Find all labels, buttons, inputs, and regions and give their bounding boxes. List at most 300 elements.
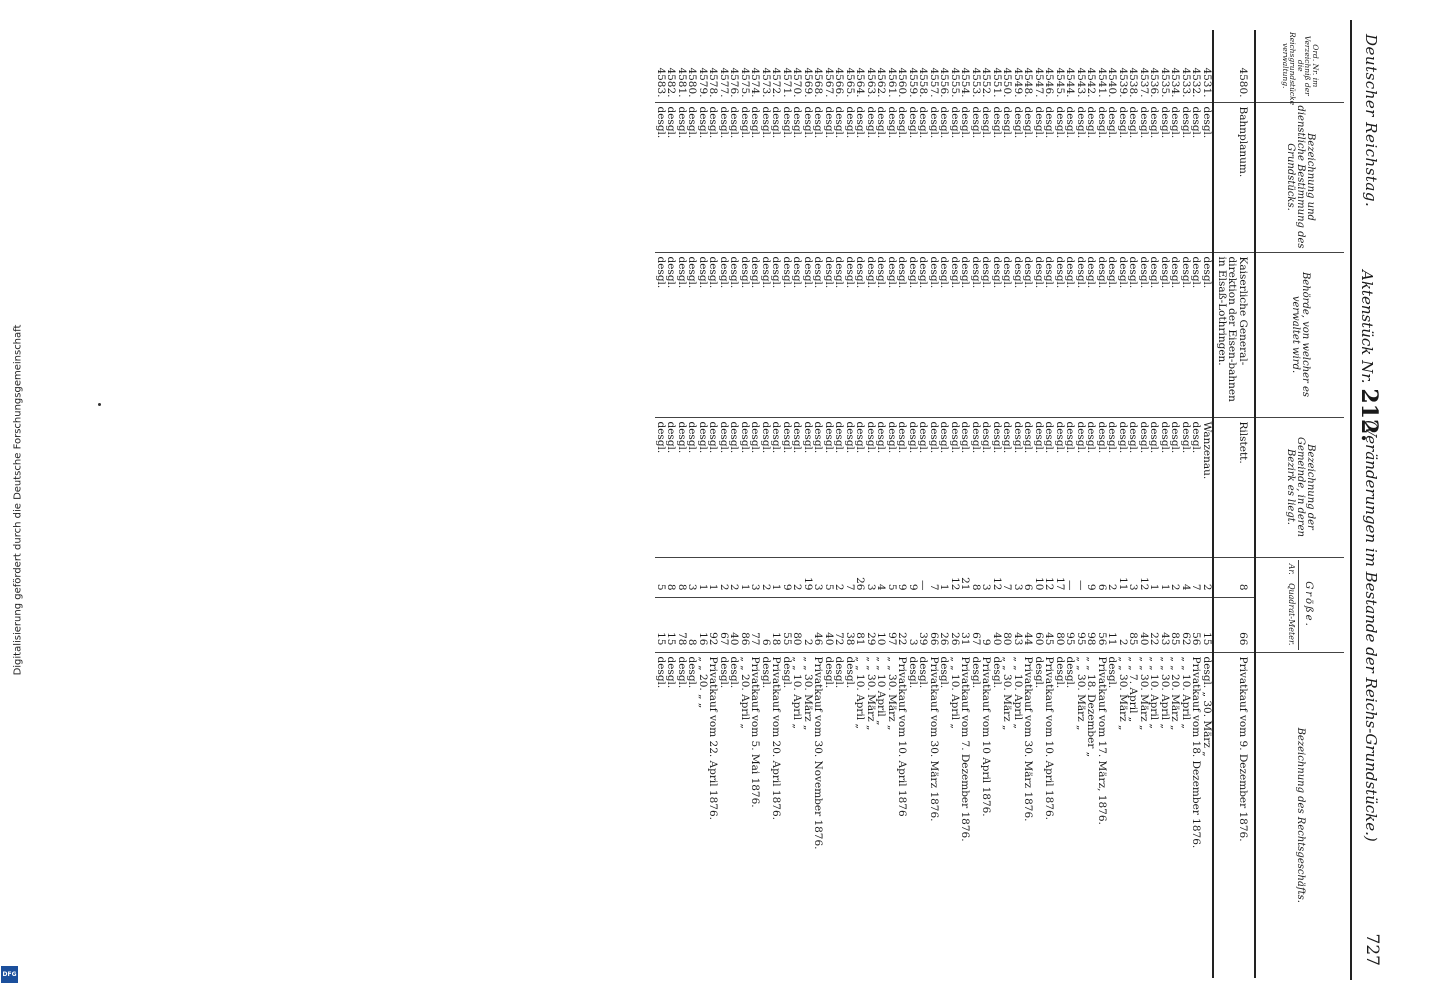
cell-ord-nr: 4574. xyxy=(749,67,762,98)
cell-gemeinde: desgl. xyxy=(960,417,971,557)
cell-ord-nr: 4577. xyxy=(718,67,730,98)
cell-ord-nr: 4543. xyxy=(1075,67,1087,98)
cell-behoerde: desgl. xyxy=(719,252,730,417)
cell-bezeichnung: desgl. xyxy=(677,102,688,252)
cell-quadratmeter: 60 xyxy=(1034,597,1045,652)
cell-ar: 12 xyxy=(1139,557,1150,597)
cell-behoerde: desgl. xyxy=(803,252,814,417)
cell-bezeichnung: desgl. xyxy=(1013,102,1024,252)
cell-quadratmeter: 72 xyxy=(834,597,845,652)
table-row xyxy=(855,30,866,978)
cell-ar: 3 xyxy=(750,557,761,597)
cell-bezeichnung: desgl. xyxy=(750,102,761,252)
cell-ord-nr: 4553. xyxy=(970,67,982,98)
cell-rechtsgeschaeft: desgl. xyxy=(834,652,845,978)
cell-gemeinde: desgl. xyxy=(1118,417,1129,557)
cell-bezeichnung: desgl. xyxy=(834,102,845,252)
cell-behoerde: desgl. xyxy=(887,252,898,417)
table-row xyxy=(1044,30,1055,978)
cell-ord-nr: 4549. xyxy=(1012,67,1024,98)
table-row xyxy=(1076,30,1087,978)
cell-quadratmeter: 78 xyxy=(677,597,688,652)
running-head xyxy=(1350,20,1386,980)
cell-rechtsgeschaeft: Privatkauf vom 20. April 1876. xyxy=(771,652,782,978)
cell-ord-nr: 4546. xyxy=(1043,67,1056,98)
cell-behoerde: desgl. xyxy=(918,252,929,417)
table-row xyxy=(1160,30,1171,978)
table-row xyxy=(1107,30,1118,978)
table-row xyxy=(1128,30,1139,978)
cell-rechtsgeschaeft: Privatkauf vom 5. Mai 1876. xyxy=(750,652,761,978)
cell-rechtsgeschaeft: „ „ 20. „ „ xyxy=(698,652,709,978)
cell-ar: 1 xyxy=(1160,557,1171,597)
cell-quadratmeter: 67 xyxy=(719,597,730,652)
cell-ar: 2 xyxy=(729,557,740,597)
cell-rechtsgeschaeft: „ „ 30. März „ xyxy=(1118,652,1129,978)
cell-gemeinde: desgl. xyxy=(687,417,698,557)
cell-ar: 4 xyxy=(1181,557,1192,597)
cell-ar: 1 xyxy=(939,557,950,597)
table-row xyxy=(1149,30,1160,978)
cell-behoerde: desgl. xyxy=(971,252,982,417)
cell-gemeinde: desgl. xyxy=(761,417,772,557)
cell-gemeinde: desgl. xyxy=(897,417,908,557)
cell-ord-nr: 4533. xyxy=(1180,67,1192,98)
cell-bezeichnung: desgl. xyxy=(1002,102,1013,252)
cell-ar: 8 xyxy=(1213,557,1255,597)
col-header-bezeichnung: Bezeichnung und dienstliche Bestimmung des Grundstücks. xyxy=(1255,102,1344,252)
cell-ord-nr: 4566. xyxy=(833,67,846,98)
table-row xyxy=(656,30,667,978)
col-header-ar: Ar. xyxy=(1287,563,1296,575)
cell-ar: 3 xyxy=(687,557,698,597)
cell-gemeinde: Rilstett. xyxy=(1213,417,1255,557)
cell-quadratmeter: 98 xyxy=(1086,597,1097,652)
cell-quadratmeter: 92 xyxy=(708,597,719,652)
table-row-first xyxy=(1213,30,1255,978)
cell-rechtsgeschaeft: desgl. xyxy=(908,652,919,978)
cell-gemeinde: desgl. xyxy=(908,417,919,557)
cell-bezeichnung: desgl. xyxy=(855,102,866,252)
cell-rechtsgeschaeft: desgl. xyxy=(1055,652,1066,978)
cell-bezeichnung: desgl. xyxy=(729,102,740,252)
cell-quadratmeter: 86 xyxy=(740,597,751,652)
cell-rechtsgeschaeft: „ „ 30. März „ xyxy=(1139,652,1150,978)
cell-ar: 2 xyxy=(1202,557,1214,597)
cell-ord-nr: 4578. xyxy=(707,67,720,98)
cell-ord-nr: 4580. xyxy=(686,67,699,98)
cell-ord-nr: 4557. xyxy=(928,67,940,98)
cell-quadratmeter: 40 xyxy=(824,597,835,652)
table-row xyxy=(708,30,719,978)
cell-rechtsgeschaeft: desgl. xyxy=(687,652,698,978)
cell-quadratmeter: 40 xyxy=(1139,597,1150,652)
cell-rechtsgeschaeft: desgl. xyxy=(845,652,856,978)
cell-ar: 2 xyxy=(761,557,772,597)
cell-bezeichnung: desgl. xyxy=(876,102,887,252)
cell-ar: 2 xyxy=(1107,557,1118,597)
cell-rechtsgeschaeft: „ „ 30. März „ xyxy=(803,652,814,978)
cell-quadratmeter: 55 xyxy=(782,597,793,652)
cell-behoerde: desgl. xyxy=(876,252,887,417)
cell-ar: 21 xyxy=(960,557,971,597)
cell-rechtsgeschaeft: „ „ 18. Dezember „ xyxy=(1086,652,1097,978)
cell-quadratmeter: 95 xyxy=(1065,597,1076,652)
cell-gemeinde: desgl. xyxy=(1181,417,1192,557)
cell-ar: — xyxy=(1065,557,1076,597)
table-row xyxy=(1191,30,1202,978)
cell-rechtsgeschaeft: „ „ 10. April „ xyxy=(792,652,803,978)
cell-ord-nr: 4579. xyxy=(697,67,709,98)
cell-bezeichnung: desgl. xyxy=(897,102,908,252)
cell-ar: 5 xyxy=(656,557,667,597)
cell-behoerde: desgl. xyxy=(782,252,793,417)
table-row xyxy=(950,30,961,978)
cell-quadratmeter: 38 xyxy=(845,597,856,652)
cell-bezeichnung: desgl. xyxy=(1107,102,1118,252)
cell-gemeinde: desgl. xyxy=(1107,417,1118,557)
table-row xyxy=(929,30,940,978)
cell-ar: 1 xyxy=(708,557,719,597)
cell-bezeichnung: desgl. xyxy=(981,102,992,252)
cell-rechtsgeschaeft: „ „ 7. April „ xyxy=(1128,652,1139,978)
cell-bezeichnung: desgl. xyxy=(1086,102,1097,252)
cell-rechtsgeschaeft: desgl. xyxy=(918,652,929,978)
cell-gemeinde: desgl. xyxy=(1139,417,1150,557)
cell-ar: 9 xyxy=(908,557,919,597)
cell-behoerde: desgl. xyxy=(677,252,688,417)
cell-gemeinde: desgl. xyxy=(1128,417,1139,557)
cell-ord-nr: 4559. xyxy=(907,67,919,98)
table-row xyxy=(939,30,950,978)
cell-ar: 3 xyxy=(1128,557,1139,597)
table-row xyxy=(687,30,698,978)
cell-quadratmeter: 6 xyxy=(761,597,772,652)
table-row xyxy=(761,30,772,978)
cell-ar: 3 xyxy=(1013,557,1024,597)
cell-behoerde: desgl. xyxy=(855,252,866,417)
table-header-row xyxy=(1255,30,1344,978)
cell-behoerde: desgl. xyxy=(1118,252,1129,417)
cell-ord-nr: 4555. xyxy=(949,67,961,98)
cell-quadratmeter: 62 xyxy=(1181,597,1192,652)
document-number xyxy=(1356,270,1382,442)
col-header-ord-nr: Ord. Nr. im Verzeichniß der die Reichsgrundstücke verwaltung. xyxy=(1255,30,1344,102)
cell-quadratmeter: 56 xyxy=(1097,597,1108,652)
cell-rechtsgeschaeft: Privatkauf vom 10 April 1876. xyxy=(981,652,992,978)
cell-ar: 12 xyxy=(992,557,1003,597)
cell-gemeinde: Wanzenau. xyxy=(1202,417,1214,557)
cell-gemeinde: desgl. xyxy=(1055,417,1066,557)
document-number-value: 212. xyxy=(1356,388,1382,442)
cell-quadratmeter: 22 xyxy=(897,597,908,652)
cell-rechtsgeschaeft: desgl. xyxy=(992,652,1003,978)
table-row xyxy=(813,30,824,978)
cell-ar: 10 xyxy=(1034,557,1045,597)
cell-rechtsgeschaeft: desgl. xyxy=(761,652,772,978)
cell-gemeinde: desgl. xyxy=(834,417,845,557)
cell-gemeinde: desgl. xyxy=(950,417,961,557)
cell-bezeichnung: desgl. xyxy=(1202,102,1214,252)
table-row xyxy=(771,30,782,978)
cell-behoerde: desgl. xyxy=(771,252,782,417)
table-row xyxy=(740,30,751,978)
cell-rechtsgeschaeft: „ „ 20. April „ xyxy=(740,652,751,978)
col-header-rechtsgeschaeft: Bezeichnung des Rechtsgeschäfts. xyxy=(1255,652,1344,978)
cell-bezeichnung: desgl. xyxy=(929,102,940,252)
table-row xyxy=(887,30,898,978)
cell-bezeichnung: desgl. xyxy=(1181,102,1192,252)
cell-gemeinde: desgl. xyxy=(782,417,793,557)
cell-ord-nr: 4548. xyxy=(1022,67,1035,98)
cell-rechtsgeschaeft: „ „ 10. April „ xyxy=(855,652,866,978)
cell-rechtsgeschaeft: desgl. xyxy=(971,652,982,978)
cell-behoerde: desgl. xyxy=(897,252,908,417)
cell-rechtsgeschaeft: „ „ 30. April „ xyxy=(1160,652,1171,978)
cell-behoerde: desgl. xyxy=(1181,252,1192,417)
cell-behoerde: desgl. xyxy=(1055,252,1066,417)
cell-ar: 4 xyxy=(876,557,887,597)
document-number-prefix: Aktenstück Nr. xyxy=(1358,270,1376,384)
table-row xyxy=(782,30,793,978)
cell-bezeichnung: desgl. xyxy=(1170,102,1181,252)
cell-ar: 3 xyxy=(813,557,824,597)
table-row xyxy=(1065,30,1076,978)
cell-behoerde: desgl. xyxy=(656,252,667,417)
cell-behoerde: desgl. xyxy=(761,252,772,417)
cell-ar: 8 xyxy=(971,557,982,597)
cell-ar: 1 xyxy=(740,557,751,597)
table-row xyxy=(1118,30,1129,978)
cell-gemeinde: desgl. xyxy=(1002,417,1013,557)
cell-gemeinde: desgl. xyxy=(971,417,982,557)
cell-bezeichnung: desgl. xyxy=(971,102,982,252)
cell-behoerde: desgl. xyxy=(1023,252,1034,417)
cell-ar: 8 xyxy=(677,557,688,597)
cell-ar: 7 xyxy=(1191,557,1202,597)
cell-gemeinde: desgl. xyxy=(750,417,761,557)
cell-rechtsgeschaeft: „ „ 10. April „ xyxy=(1013,652,1024,978)
cell-bezeichnung: desgl. xyxy=(803,102,814,252)
cell-rechtsgeschaeft: Privatkauf vom 18. Dezember 1876. xyxy=(1191,652,1202,978)
cell-bezeichnung: desgl. xyxy=(1097,102,1108,252)
cell-behoerde: desgl. xyxy=(666,252,677,417)
cell-bezeichnung: desgl. xyxy=(719,102,730,252)
cell-quadratmeter: 80 xyxy=(1002,597,1013,652)
cell-ord-nr: 4583. xyxy=(655,67,667,98)
table-row xyxy=(1097,30,1108,978)
cell-quadratmeter: 15 xyxy=(656,597,667,652)
cell-ar: 6 xyxy=(1097,557,1108,597)
cell-quadratmeter: 31 xyxy=(960,597,971,652)
cell-ar: 1 xyxy=(1149,557,1160,597)
table-row xyxy=(876,30,887,978)
cell-bezeichnung: desgl. xyxy=(845,102,856,252)
cell-rechtsgeschaeft: desgl. xyxy=(719,652,730,978)
cell-ord-nr: 4545. xyxy=(1054,67,1066,98)
cell-gemeinde: desgl. xyxy=(1086,417,1097,557)
cell-ord-nr: 4541. xyxy=(1096,67,1108,98)
table-row xyxy=(719,30,730,978)
cell-ar: 12 xyxy=(1044,557,1055,597)
cell-ord-nr: 4552. xyxy=(980,67,993,98)
cell-bezeichnung: desgl. xyxy=(824,102,835,252)
table-row xyxy=(918,30,929,978)
cell-rechtsgeschaeft: Privatkauf vom 30. März 1876. xyxy=(1023,652,1034,978)
cell-gemeinde: desgl. xyxy=(824,417,835,557)
cell-bezeichnung: desgl. xyxy=(1055,102,1066,252)
cell-bezeichnung: desgl. xyxy=(666,102,677,252)
cell-rechtsgeschaeft: Privatkauf vom 9. Dezember 1876. xyxy=(1213,652,1255,978)
cell-quadratmeter: 15 xyxy=(1202,597,1214,652)
cell-gemeinde: desgl. xyxy=(981,417,992,557)
cell-behoerde: desgl. xyxy=(1044,252,1055,417)
cell-quadratmeter: 80 xyxy=(1055,597,1066,652)
cell-gemeinde: desgl. xyxy=(729,417,740,557)
cell-rechtsgeschaeft: desgl. xyxy=(1107,652,1118,978)
cell-behoerde: desgl. xyxy=(939,252,950,417)
cell-ord-nr: 4567. xyxy=(823,67,835,98)
cell-bezeichnung: desgl. xyxy=(960,102,971,252)
cell-bezeichnung: desgl. xyxy=(1076,102,1087,252)
cell-rechtsgeschaeft: desgl. xyxy=(656,652,667,978)
cell-bezeichnung: desgl. xyxy=(1118,102,1129,252)
cell-ar: 19 xyxy=(803,557,814,597)
cell-rechtsgeschaeft: Privatkauf vom 30. November 1876. xyxy=(813,652,824,978)
cell-behoerde: desgl. xyxy=(813,252,824,417)
cell-bezeichnung: desgl. xyxy=(687,102,698,252)
cell-bezeichnung: desgl. xyxy=(1160,102,1171,252)
cell-quadratmeter: 26 xyxy=(939,597,950,652)
cell-ord-nr: 4568. xyxy=(812,67,825,98)
cell-ord-nr: 4563. xyxy=(865,67,877,98)
cell-bezeichnung: desgl. xyxy=(761,102,772,252)
cell-rechtsgeschaeft: desgl. xyxy=(824,652,835,978)
cell-behoerde: desgl. xyxy=(1202,252,1214,417)
cell-quadratmeter: 46 xyxy=(813,597,824,652)
cell-quadratmeter: 16 xyxy=(698,597,709,652)
cell-ar: 6 xyxy=(1023,557,1034,597)
cell-ord-nr: 4572. xyxy=(770,67,783,98)
table-row xyxy=(698,30,709,978)
cell-ar: 26 xyxy=(855,557,866,597)
cell-ord-nr: 4571. xyxy=(781,67,793,98)
cell-ord-nr: 4532. xyxy=(1190,67,1203,98)
cell-gemeinde: desgl. xyxy=(1013,417,1024,557)
cell-quadratmeter: 80 xyxy=(792,597,803,652)
cell-rechtsgeschaeft: „ „ 20. März „ xyxy=(1170,652,1181,978)
cell-rechtsgeschaeft: „ „ 10 April „ xyxy=(876,652,887,978)
credit-text: Digitalisierung gefördert durch die Deutsche Forschungsgemeinschaft xyxy=(12,324,24,676)
table-row xyxy=(1023,30,1034,978)
cell-quadratmeter: 44 xyxy=(1023,597,1034,652)
cell-quadratmeter: 43 xyxy=(1013,597,1024,652)
cell-behoerde: desgl. xyxy=(866,252,877,417)
cell-ord-nr: 4562. xyxy=(875,67,888,98)
cell-behoerde: desgl. xyxy=(1086,252,1097,417)
cell-quadratmeter: 97 xyxy=(887,597,898,652)
cell-rechtsgeschaeft: desgl. xyxy=(782,652,793,978)
cell-gemeinde: desgl. xyxy=(1170,417,1181,557)
cell-rechtsgeschaeft: „ „ 10. April „ xyxy=(1149,652,1160,978)
cell-ord-nr: 4531. xyxy=(1201,67,1213,98)
running-head-title: Deutscher Reichstag. xyxy=(1362,34,1380,208)
dfg-logo: DFG xyxy=(1,966,18,983)
col-header-behoerde: Behörde, von welcher es verwaltet wird. xyxy=(1255,252,1344,417)
cell-rechtsgeschaeft: desgl. „ 30. März „ xyxy=(1202,652,1214,978)
cell-gemeinde: desgl. xyxy=(813,417,824,557)
cell-quadratmeter: 18 xyxy=(771,597,782,652)
cell-ar: 7 xyxy=(929,557,940,597)
scanned-page xyxy=(26,20,1406,980)
cell-ord-nr: 4547. xyxy=(1033,67,1045,98)
cell-gemeinde: desgl. xyxy=(708,417,719,557)
cell-ar: 5 xyxy=(824,557,835,597)
cell-gemeinde: desgl. xyxy=(656,417,667,557)
cell-behoerde: desgl. xyxy=(992,252,1003,417)
cell-behoerde: desgl. xyxy=(1034,252,1045,417)
cell-ord-nr: 4573. xyxy=(760,67,772,98)
cell-rechtsgeschaeft: „ „ 10. April „ xyxy=(950,652,961,978)
cell-quadratmeter: 39 xyxy=(918,597,929,652)
cell-gemeinde: desgl. xyxy=(845,417,856,557)
cell-ord-nr: 4540. xyxy=(1106,67,1119,98)
cell-ar: 1 xyxy=(698,557,709,597)
cell-gemeinde: desgl. xyxy=(1149,417,1160,557)
cell-behoerde: desgl. xyxy=(1002,252,1013,417)
table-row xyxy=(866,30,877,978)
table-row xyxy=(824,30,835,978)
cell-gemeinde: desgl. xyxy=(1160,417,1171,557)
cell-ar: 9 xyxy=(782,557,793,597)
cell-quadratmeter: 8 xyxy=(687,597,698,652)
cell-quadratmeter: 66 xyxy=(1213,597,1255,652)
cell-behoerde: desgl. xyxy=(929,252,940,417)
page-number: 727 xyxy=(1362,933,1382,966)
cell-bezeichnung: desgl. xyxy=(939,102,950,252)
cell-rechtsgeschaeft: Privatkauf vom 22. April 1876. xyxy=(708,652,719,978)
cell-ar: 12 xyxy=(950,557,961,597)
cell-gemeinde: desgl. xyxy=(1034,417,1045,557)
cell-quadratmeter: 9 xyxy=(981,597,992,652)
cell-quadratmeter: 2 xyxy=(1118,597,1129,652)
cell-behoerde: desgl. xyxy=(981,252,992,417)
cell-ord-nr: 4538. xyxy=(1127,67,1140,98)
cell-ar: 5 xyxy=(887,557,898,597)
col-header-groesse xyxy=(1255,557,1344,652)
cell-ar: — xyxy=(918,557,929,597)
table-row xyxy=(845,30,856,978)
cell-behoerde: desgl. xyxy=(1149,252,1160,417)
cell-rechtsgeschaeft: Privatkauf vom 7. Dezember 1876. xyxy=(960,652,971,978)
cell-bezeichnung: desgl. xyxy=(1023,102,1034,252)
cell-gemeinde: desgl. xyxy=(1044,417,1055,557)
cell-gemeinde: desgl. xyxy=(740,417,751,557)
cell-behoerde: desgl. xyxy=(1097,252,1108,417)
cell-bezeichnung: desgl. xyxy=(950,102,961,252)
cell-ord-nr: 4539. xyxy=(1117,67,1129,98)
table-row xyxy=(1013,30,1024,978)
cell-ord-nr: 4534. xyxy=(1169,67,1182,98)
table-row xyxy=(750,30,761,978)
cell-ord-nr: 4575. xyxy=(739,67,751,98)
table-row xyxy=(992,30,1003,978)
cell-bezeichnung: desgl. xyxy=(908,102,919,252)
cell-quadratmeter: 40 xyxy=(992,597,1003,652)
cell-ar: 17 xyxy=(1055,557,1066,597)
cell-bezeichnung: desgl. xyxy=(698,102,709,252)
cell-behoerde: desgl. xyxy=(1139,252,1150,417)
